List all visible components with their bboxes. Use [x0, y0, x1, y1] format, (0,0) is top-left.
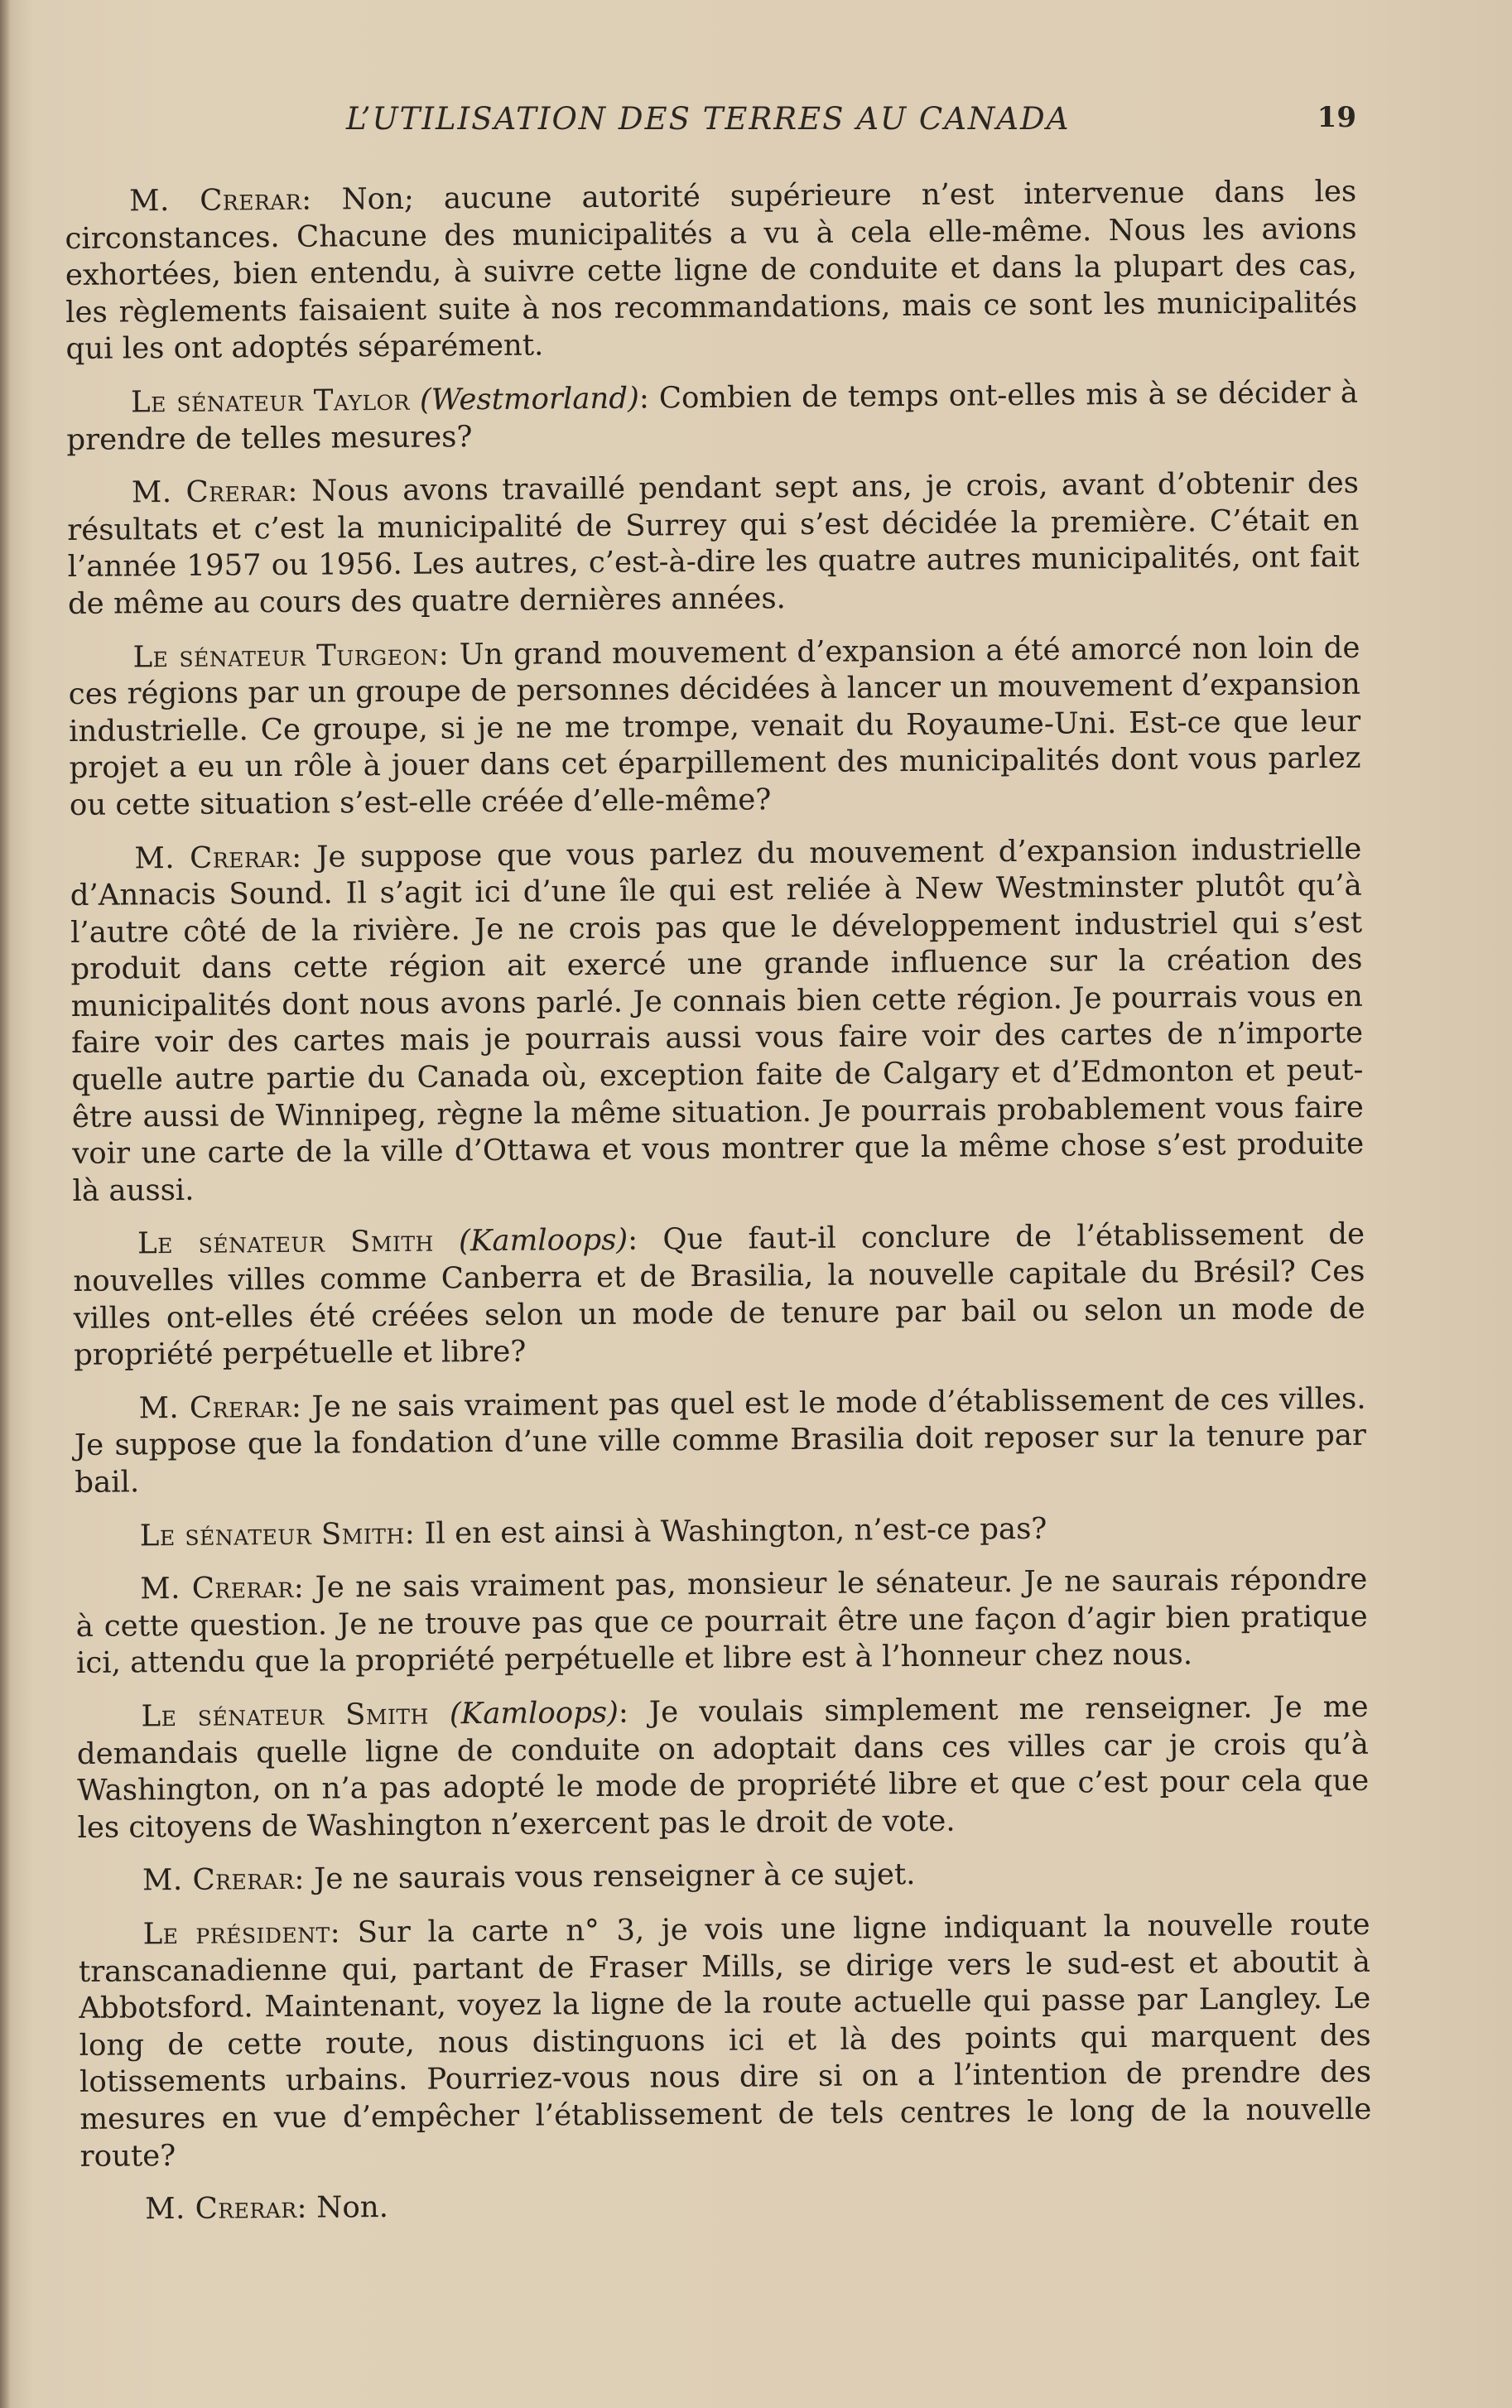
- speaker: Le sénateur Smith: [141, 1697, 430, 1734]
- paragraph-text: Nous avons travaillé pendant sept ans, je crois, avant d’obtenir des résultats et c’est la municipalité de Surrey qui s’est décidée la première. C’était en l’année 1957 ou 1956. Les autres, c’est-à-dire les quatre autres municipalités, ont fait de même au cours des quatre dernières années.: [67, 465, 1360, 621]
- paragraph: [74, 1381, 1366, 1502]
- paragraph: [75, 1562, 1368, 1683]
- speaker: M. Crerar:: [131, 474, 299, 510]
- paragraph: [78, 1853, 1370, 1900]
- riding-suffix: :: [628, 1223, 638, 1258]
- speaker: Le sénateur Smith: [137, 1224, 435, 1261]
- paragraph-text: Sur la carte n° 3, je vois une ligne indiquant la nouvelle route transcanadienne qui, partant de Fraser Mills, se dirige vers le sud-est et aboutit à Abbotsford. Maintenant, voyez la ligne de la route actuelle qui passe par Langley. Le long de cette route, nous distinguons ici et là des points qui marquent des lotissements urbains. Pourriez-vous nous dire si on a l’intention de prendre des mesures en vue d’empêcher l’établissement de tels centres le long de la nouvelle route?: [78, 1907, 1372, 2174]
- paragraph: [70, 831, 1364, 1210]
- paragraph-text: Il en est ainsi à Washington, n’est-ce pas?: [415, 1511, 1047, 1551]
- paragraph: [78, 1907, 1371, 2175]
- paragraph-text: Que faut-il conclure de l’établissement de nouvelles villes comme Canberra et de Brasilia, la nouvelle capitale du Brésil? Ces villes ont-elles été créées selon un mode de tenure par bail ou selon un mode de propriété perpétuelle et libre?: [73, 1217, 1365, 1373]
- paragraph-text: Je suppose que vous parlez du mouvement d’expansion industrielle d’Annacis Sound. Il s’agit ici d’une île qui est reliée à New Westminster plutôt qu’à l’autre côté de la rivière. Je ne crois pas que le développement industriel qui s’est produit dans cette région ait exercé une grande influence sur la création des municipalités dont nous avons parlé. Je connais bien cette région. Je pourrais vous en faire voir des cartes mais je pourrais aussi vous faire voir des cartes de n’importe quelle autre partie du Canada où, exception faite de Calgary et d’Edmonton et peut-être aussi de Winnipeg, règne la même situation. Je pourrais probablement vous faire voir une carte de la ville d’Ottawa et vous montrer que la même chose s’est produite là aussi.: [70, 831, 1365, 1208]
- paragraph: [68, 629, 1361, 824]
- paragraph-text: Je ne saurais vous renseigner à ce sujet.: [304, 1857, 916, 1897]
- speaker: M. Crerar:: [138, 1389, 302, 1426]
- paragraph-text: Un grand mouvement d’expansion a été amorcé non loin de ces régions par un groupe de personnes décidées à lancer un mouvement d’expansion industrielle. Ce groupe, si je ne me trompe, venait du Royaume-Uni. Est-ce que leur projet a eu un rôle à jouer dans cet éparpillement des municipalités dont vous parlez ou cette situation s’est-elle créée d’elle-même?: [68, 630, 1361, 822]
- page-header: [65, 101, 1356, 151]
- speaker: Le sénateur Smith:: [139, 1516, 416, 1553]
- riding: (Kamloops): [449, 1695, 619, 1731]
- paragraph: [76, 1689, 1369, 1847]
- page-body: [65, 174, 1373, 2246]
- paragraph: [75, 1508, 1367, 1555]
- riding-suffix: :: [618, 1695, 629, 1730]
- paragraph-text: Non; aucune autorité supérieure n’est intervenue dans les circonstances. Chacune des municipalités a vu à cela elle-même. Nous les avions exhortées, bien entendu, à suivre cette ligne de conduite et dans la plupart des cas, les règlements faisaient suite à nos recommandations, mais ce sont les municipalités qui les ont adoptés séparément.: [65, 174, 1358, 367]
- paragraph: [66, 375, 1359, 459]
- speaker: Le président:: [142, 1915, 341, 1952]
- riding-suffix: :: [638, 381, 649, 416]
- running-head: L’UTILISATION DES TERRES AU CANADA: [346, 101, 1071, 137]
- riding: (Westmorland): [419, 381, 640, 417]
- speaker: M. Crerar:: [129, 182, 312, 219]
- binding-edge: [0, 0, 10, 2408]
- paragraph: [73, 1216, 1365, 1375]
- paragraph-text: Je ne sais vraiment pas, monsieur le sénateur. Je ne saurais répondre à cette question. Je ne trouve pas que ce pourrait être une façon d’agir bien pratique ici, attendu que la propriété perpétuelle et libre est à l’honneur chez nous.: [75, 1562, 1368, 1681]
- paragraph-text: Je ne sais vraiment pas quel est le mode d’établissement de ces villes. Je suppose que la fondation d’une ville comme Brasilia doit reposer sur la tenure par bail.: [74, 1381, 1367, 1500]
- speaker: M. Crerar:: [145, 2190, 308, 2227]
- speaker: Le sénateur Taylor: [130, 383, 411, 420]
- paragraph: [67, 465, 1360, 624]
- paragraph-text: Combien de temps ont-elles mis à se décider à prendre de telles mesures?: [66, 375, 1359, 457]
- speaker: Le sénateur Turgeon:: [132, 637, 450, 674]
- riding: (Kamloops): [458, 1223, 628, 1259]
- speaker: M. Crerar:: [142, 1862, 306, 1898]
- paragraph: [80, 2182, 1372, 2229]
- paragraph-text: Je voulais simplement me renseigner. Je me demandais quelle ligne de conduite on adoptait dans ces villes car je crois qu’à Washington, on n’a pas adopté le mode de propriété libre et que c’est pour cela que les citoyens de Washington n’exercent pas le droit de vote.: [76, 1689, 1370, 1845]
- paragraph-text: Non.: [306, 2190, 389, 2225]
- page-number: 19: [1317, 101, 1356, 134]
- speaker: M. Crerar:: [134, 840, 302, 875]
- speaker: M. Crerar:: [140, 1570, 305, 1606]
- paragraph: [65, 174, 1358, 368]
